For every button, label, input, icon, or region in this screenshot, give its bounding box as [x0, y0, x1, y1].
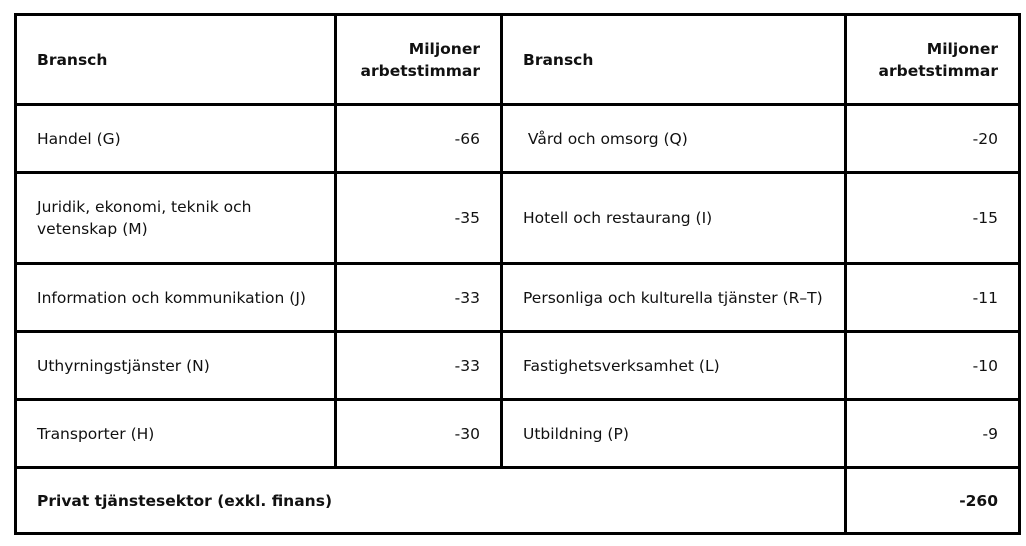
hours-value: -33: [336, 332, 502, 400]
branch-name: Transporter (H): [16, 400, 336, 468]
branch-name: Fastighetsverksamhet (L): [502, 332, 846, 400]
branch-name: Handel (G): [16, 105, 336, 173]
table-header-row: [16, 15, 1020, 105]
table-row: [16, 105, 1020, 173]
work-hours-table: [14, 13, 1021, 535]
table-row: [16, 332, 1020, 400]
hours-value: -11: [846, 264, 1020, 332]
hours-value: -30: [336, 400, 502, 468]
hours-value: -35: [336, 173, 502, 264]
hours-value: -9: [846, 400, 1020, 468]
hours-value: -66: [336, 105, 502, 173]
branch-name: Information och kommunikation (J): [16, 264, 336, 332]
total-value: -260: [846, 468, 1020, 534]
table-total-row: [16, 468, 1020, 534]
branch-name: Utbildning (P): [502, 400, 846, 468]
header-branch-right: Bransch: [502, 15, 846, 105]
header-hours-left: Miljoner arbetstimmar: [336, 15, 502, 105]
hours-value: -15: [846, 173, 1020, 264]
header-branch-left: Bransch: [16, 15, 336, 105]
table-row: [16, 264, 1020, 332]
branch-name: Vård och omsorg (Q): [502, 105, 846, 173]
table-row: [16, 400, 1020, 468]
total-label: Privat tjänstesektor (exkl. finans): [16, 468, 846, 534]
header-hours-right: Miljoner arbetstimmar: [846, 15, 1020, 105]
branch-name: Uthyrningstjänster (N): [16, 332, 336, 400]
hours-value: -33: [336, 264, 502, 332]
branch-name: Juridik, ekonomi, teknik och vetenskap (M): [16, 173, 336, 264]
branch-name: Hotell och restaurang (I): [502, 173, 846, 264]
hours-value: -20: [846, 105, 1020, 173]
branch-name: Personliga och kulturella tjänster (R–T): [502, 264, 846, 332]
hours-value: -10: [846, 332, 1020, 400]
table-row: [16, 173, 1020, 264]
